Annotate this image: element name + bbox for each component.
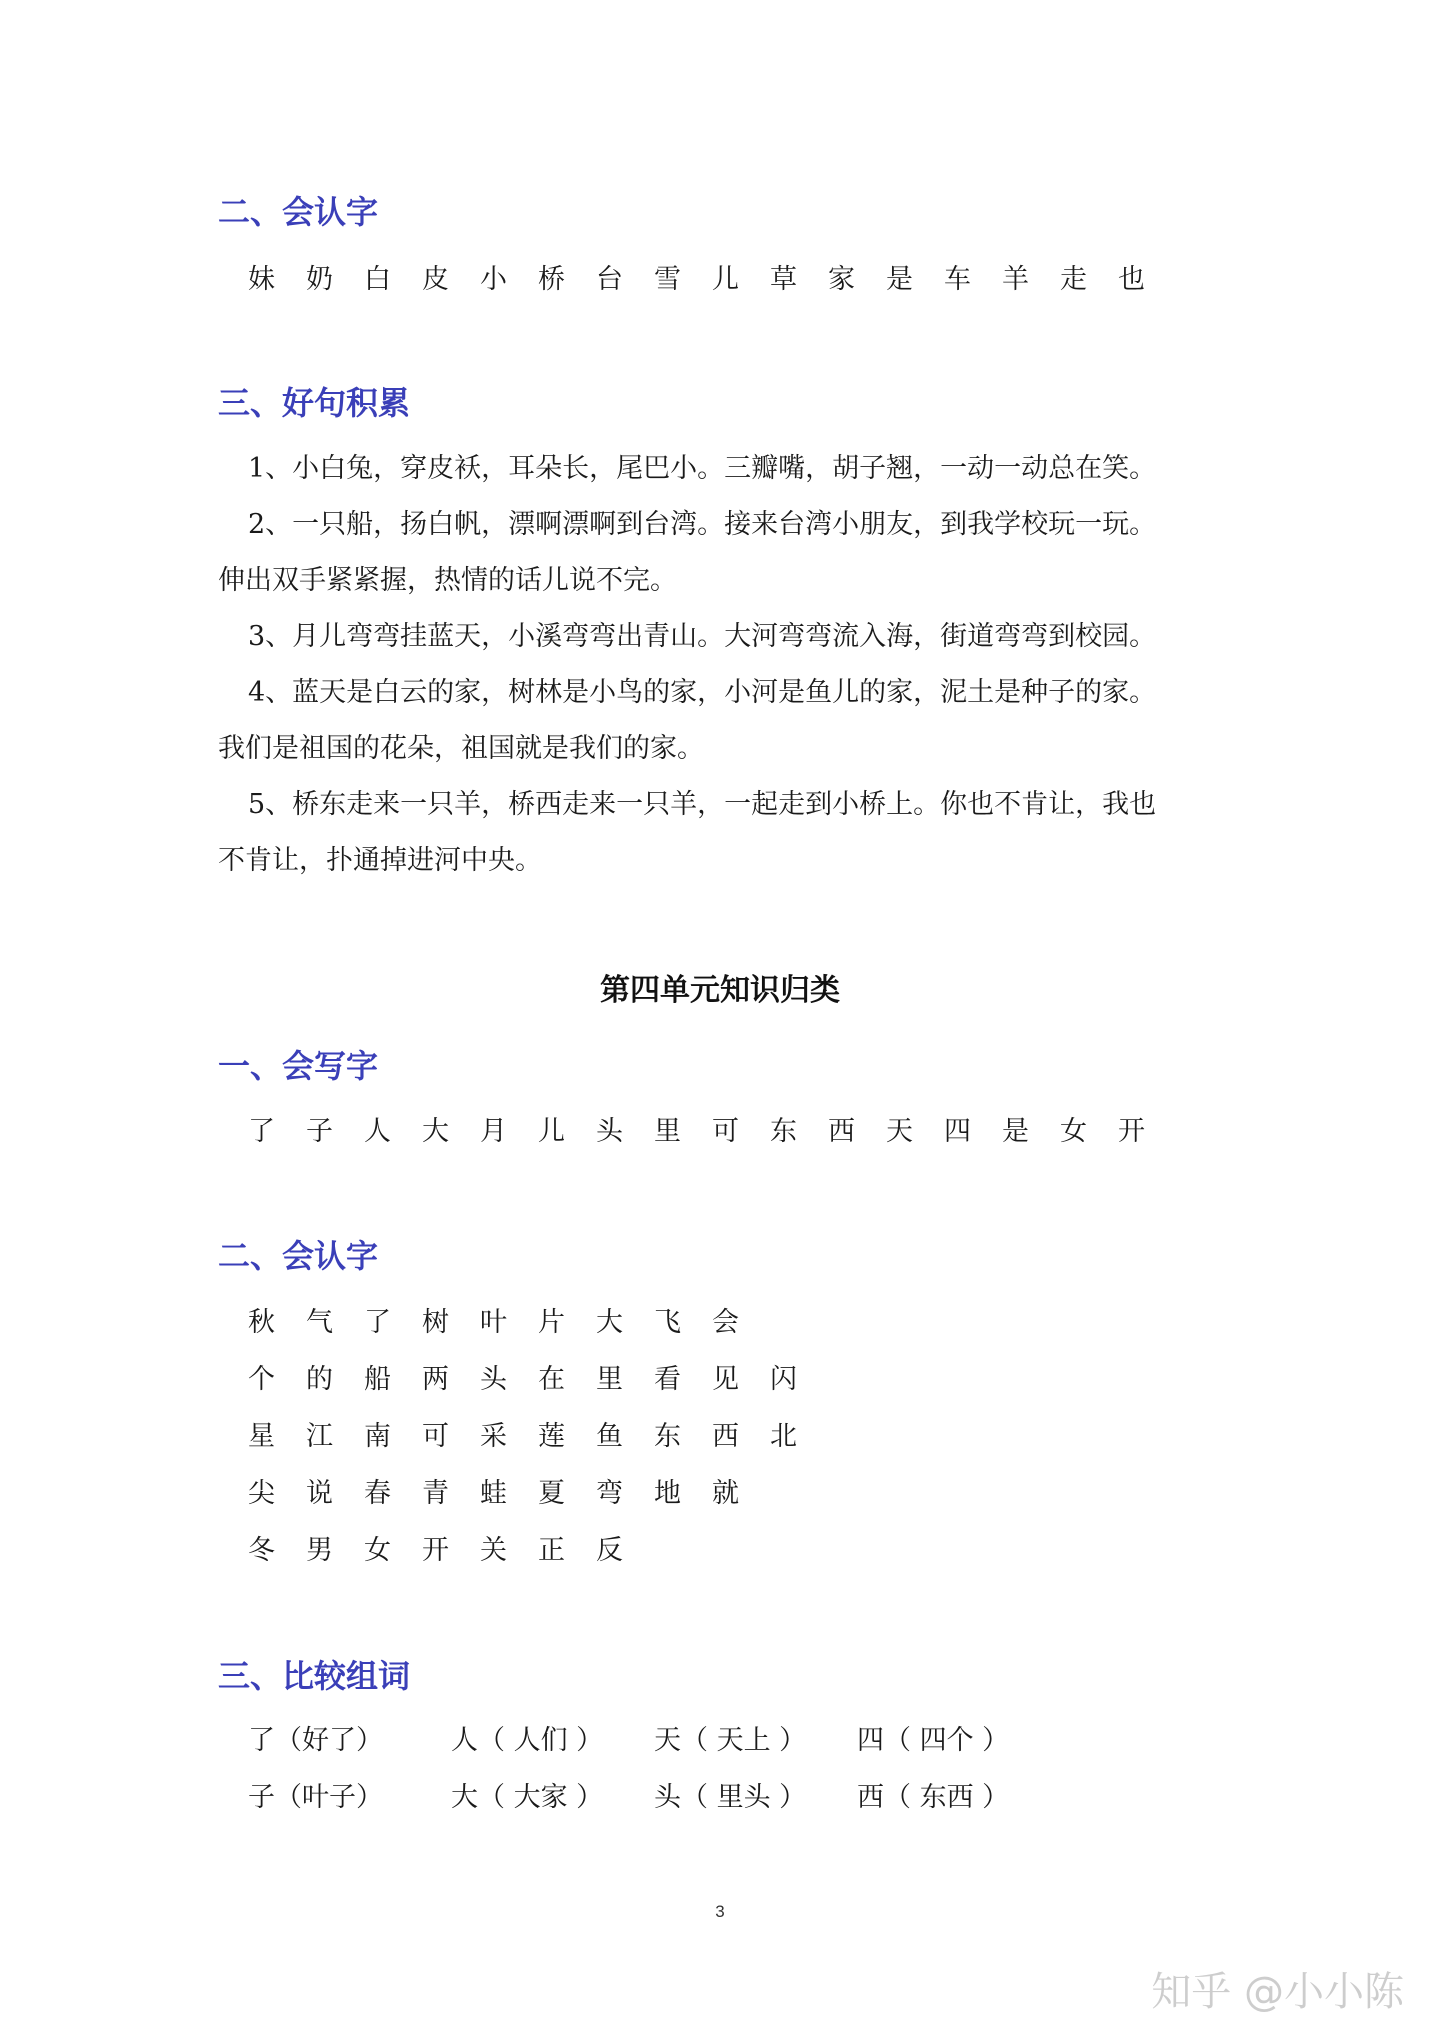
char-item: 子 (306, 1116, 333, 1147)
char-item: 桥 (538, 264, 565, 295)
sentences-block (218, 441, 1228, 889)
char-item: 关 (480, 1535, 507, 1566)
char-item: 船 (364, 1364, 391, 1395)
char-item: 鱼 (596, 1421, 623, 1452)
char-item: 南 (364, 1421, 391, 1452)
char-item: 的 (306, 1364, 333, 1395)
char-item: 正 (538, 1535, 565, 1566)
char-item: 会 (712, 1307, 739, 1338)
char-item: 大 (596, 1307, 623, 1338)
char-item: 草 (770, 264, 797, 295)
char-item: 白 (364, 264, 391, 295)
char-item: 雪 (654, 264, 681, 295)
char-item: 头 (596, 1116, 623, 1147)
compare-item: 大（ 大家 ） (451, 1782, 604, 1813)
char-item: 大 (422, 1116, 449, 1147)
char-item: 里 (596, 1364, 623, 1395)
char-item: 西 (828, 1116, 855, 1147)
char-item: 月 (480, 1116, 507, 1147)
char-item: 是 (886, 264, 913, 295)
char-item: 开 (422, 1535, 449, 1566)
compare-item: 西（ 东西 ） (857, 1782, 1010, 1813)
char-item: 春 (364, 1478, 391, 1509)
recognize-row (248, 1366, 828, 1393)
char-item: 儿 (712, 264, 739, 295)
compare-item: 人（ 人们 ） (451, 1725, 604, 1756)
char-item: 东 (654, 1421, 681, 1452)
char-item: 可 (712, 1116, 739, 1147)
char-item: 在 (538, 1364, 565, 1395)
char-item: 采 (480, 1421, 507, 1452)
char-item: 北 (770, 1421, 797, 1452)
char-item: 可 (422, 1421, 449, 1452)
char-item: 女 (364, 1535, 391, 1566)
sentence-line: 2、一只船，扬白帆，漂啊漂啊到台湾。接来台湾小朋友，到我学校玩一玩。 (248, 509, 1157, 540)
char-item: 东 (770, 1116, 797, 1147)
compare-item: 天（ 天上 ） (654, 1725, 807, 1756)
char-item: 反 (596, 1535, 623, 1566)
char-item: 闪 (770, 1364, 797, 1395)
char-item: 见 (712, 1364, 739, 1395)
write-chars-row (248, 1118, 1176, 1145)
sentence-line: 不肯让，扑通掉进河中央。 (218, 845, 542, 876)
char-item: 冬 (248, 1535, 275, 1566)
char-item: 秋 (248, 1307, 275, 1338)
char-item: 四 (944, 1116, 971, 1147)
char-item: 两 (422, 1364, 449, 1395)
recognize-row (248, 1480, 770, 1507)
char-item: 气 (306, 1307, 333, 1338)
compare-row (248, 1784, 1060, 1811)
compare-item: 头（ 里头 ） (654, 1782, 807, 1813)
unit-title: 第四单元知识归类 (600, 973, 840, 1008)
sentence-line: 3、月儿弯弯挂蓝天，小溪弯弯出青山。大河弯弯流入海，街道弯弯到校园。 (248, 621, 1157, 652)
char-item: 头 (480, 1364, 507, 1395)
section-heading-recognize-2: 二、会认字 (218, 1237, 379, 1275)
section-heading-sentences: 三、好句积累 (218, 384, 411, 422)
char-item: 开 (1118, 1116, 1145, 1147)
char-item: 地 (654, 1478, 681, 1509)
char-item: 夏 (538, 1478, 565, 1509)
char-item: 女 (1060, 1116, 1087, 1147)
compare-item: 四（ 四个 ） (857, 1725, 1010, 1756)
char-item: 飞 (654, 1307, 681, 1338)
char-item: 片 (538, 1307, 565, 1338)
char-item: 弯 (596, 1478, 623, 1509)
recognize-row (248, 1423, 828, 1450)
sentence-line: 4、蓝天是白云的家，树林是小鸟的家，小河是鱼儿的家，泥土是种子的家。 (248, 677, 1157, 708)
char-item: 青 (422, 1478, 449, 1509)
char-item: 人 (364, 1116, 391, 1147)
char-item: 树 (422, 1307, 449, 1338)
section-heading-recognize-1: 二、会认字 (218, 193, 379, 231)
char-item: 是 (1002, 1116, 1029, 1147)
page-number: 3 (715, 1902, 725, 1921)
char-item: 家 (828, 264, 855, 295)
char-item: 就 (712, 1478, 739, 1509)
char-item: 奶 (306, 264, 333, 295)
char-item: 小 (480, 264, 507, 295)
char-item: 莲 (538, 1421, 565, 1452)
char-item: 了 (364, 1307, 391, 1338)
sentence-line: 1、小白兔，穿皮袄，耳朵长，尾巴小。三瓣嘴，胡子翘，一动一动总在笑。 (248, 453, 1157, 484)
sentence-line: 5、桥东走来一只羊，桥西走来一只羊，一起走到小桥上。你也不肯让，我也 (248, 789, 1157, 820)
char-item: 尖 (248, 1478, 275, 1509)
recognize-row (248, 1537, 654, 1564)
char-item: 个 (248, 1364, 275, 1395)
section-heading-compare: 三、比较组词 (218, 1657, 411, 1695)
char-item: 江 (306, 1421, 333, 1452)
char-item: 也 (1118, 264, 1145, 295)
compare-item: 了（好了） (248, 1725, 383, 1756)
char-item: 车 (944, 264, 971, 295)
char-item: 天 (886, 1116, 913, 1147)
char-item: 西 (712, 1421, 739, 1452)
char-item: 蛙 (480, 1478, 507, 1509)
char-item: 皮 (422, 264, 449, 295)
char-item: 叶 (480, 1307, 507, 1338)
compare-row (248, 1727, 1060, 1754)
char-item: 男 (306, 1535, 333, 1566)
char-item: 羊 (1002, 264, 1029, 295)
char-item: 儿 (538, 1116, 565, 1147)
compare-item: 子（叶子） (248, 1782, 383, 1813)
char-item: 里 (654, 1116, 681, 1147)
char-item: 说 (306, 1478, 333, 1509)
char-item: 妹 (248, 264, 275, 295)
sentence-line: 伸出双手紧紧握，热情的话儿说不完。 (218, 565, 677, 596)
char-item: 了 (248, 1116, 275, 1147)
char-item: 走 (1060, 264, 1087, 295)
char-item: 看 (654, 1364, 681, 1395)
watermark: 知乎 @小小陈 (1151, 1969, 1404, 2015)
char-item: 台 (596, 264, 623, 295)
section-heading-write: 一、会写字 (218, 1047, 379, 1085)
char-item: 星 (248, 1421, 275, 1452)
sentence-line: 我们是祖国的花朵，祖国就是我们的家。 (218, 733, 704, 764)
recognize-row (248, 1309, 770, 1336)
recognize-chars-row (248, 266, 1176, 293)
